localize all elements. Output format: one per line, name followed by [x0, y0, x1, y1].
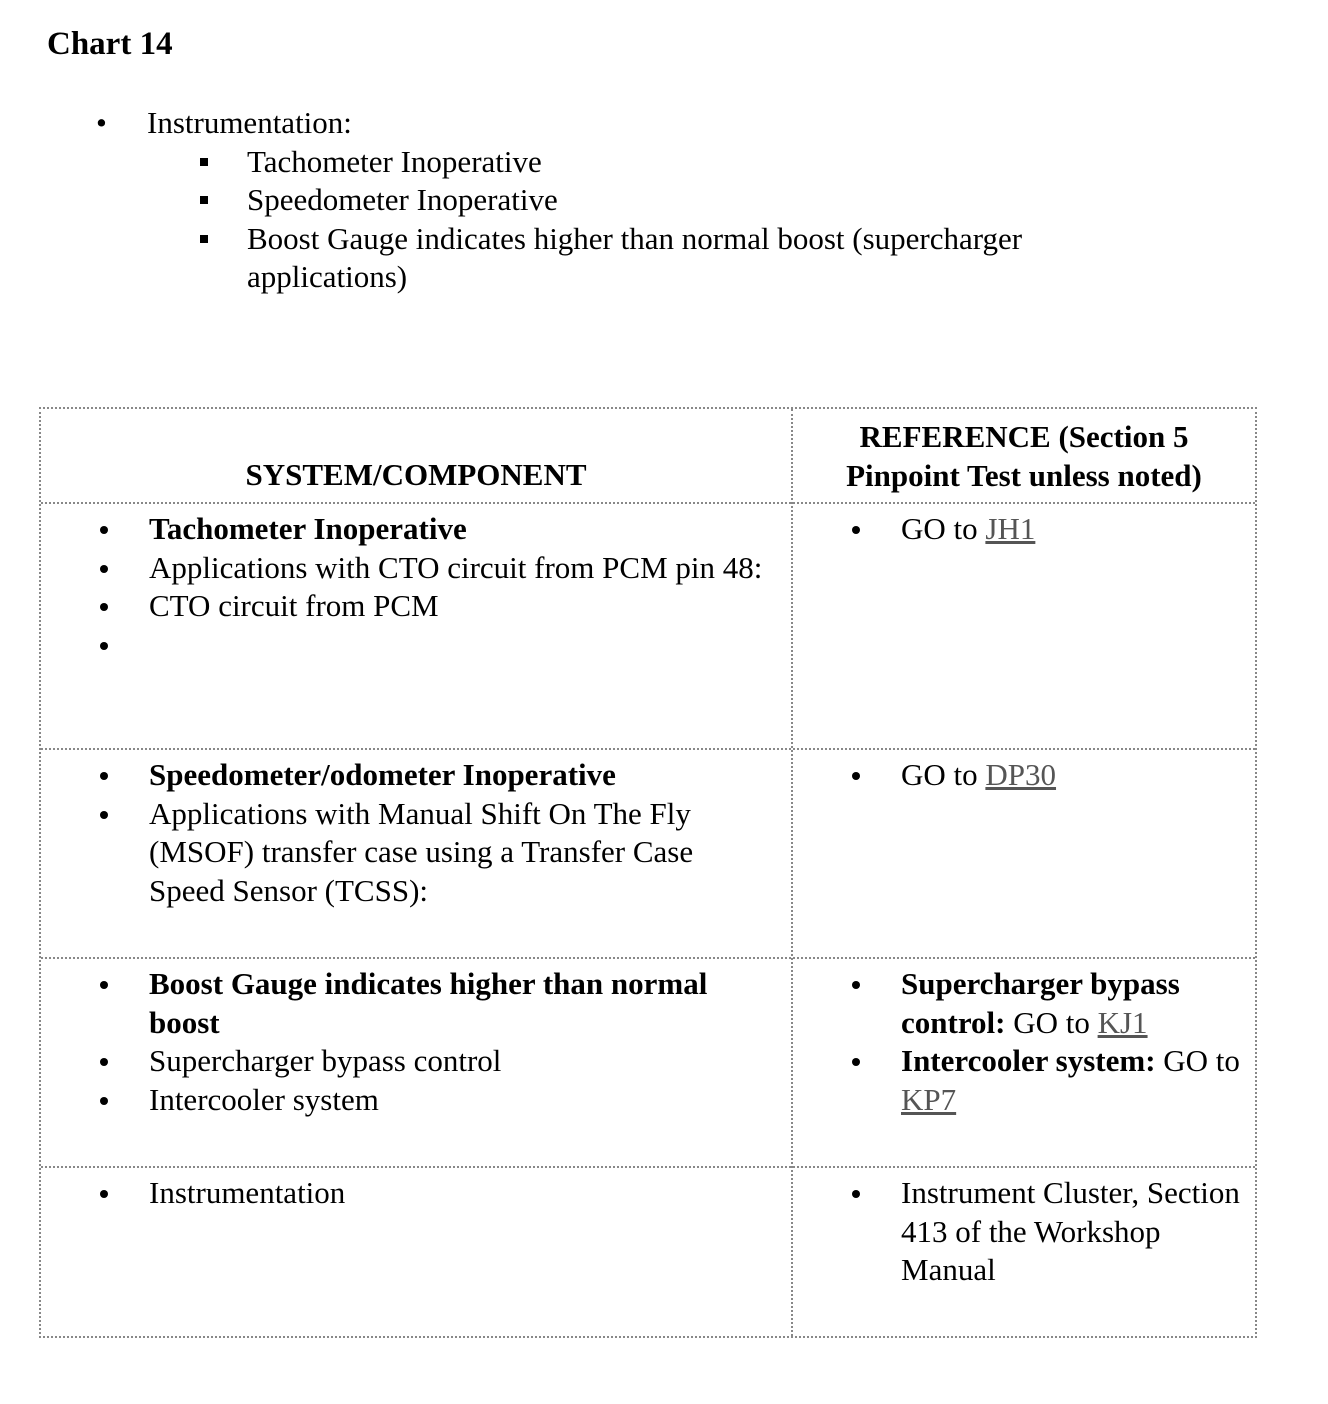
- list-item: Applications with Manual Shift On The Fly (MSOF) transfer case using a Transfer Case Speed Sensor (TCSS):: [41, 795, 771, 911]
- bullet-icon: [100, 603, 108, 611]
- list-item: Supercharger bypass control: [41, 1042, 771, 1081]
- list-item: Applications with CTO circuit from PCM pin 48:: [41, 549, 771, 588]
- header-system-component: SYSTEM/COMPONENT: [245, 457, 587, 492]
- bullet-icon: [852, 981, 860, 989]
- list-item: CTO circuit from PCM: [41, 587, 771, 626]
- header-reference-cell: [793, 409, 1255, 502]
- table-row: [41, 502, 1255, 748]
- list-item: Tachometer Inoperative: [41, 510, 771, 549]
- bullet-icon: [100, 565, 108, 573]
- component-cell: [41, 750, 791, 957]
- list-item: GO to JH1: [793, 510, 1248, 549]
- bullet-icon: [100, 1097, 108, 1105]
- bullet-icon: [100, 772, 108, 780]
- component-cell: [41, 504, 791, 748]
- list-item: Instrument Cluster, Section 413 of the Workshop Manual: [793, 1174, 1248, 1290]
- chart-title: Chart 14: [47, 26, 173, 62]
- reference-cell: [793, 504, 1255, 748]
- table-header-row: [41, 409, 1255, 502]
- square-bullet-icon: [200, 196, 208, 204]
- reference-link-kp7[interactable]: KP7: [901, 1081, 957, 1117]
- reference-link-dp30[interactable]: DP30: [985, 757, 1057, 792]
- bullet-icon: [852, 772, 860, 780]
- reference-link-jh1[interactable]: JH1: [985, 511, 1036, 546]
- diagnostic-table: [39, 407, 1257, 1338]
- bullet-icon: [852, 1058, 860, 1066]
- bullet-icon: [100, 1190, 108, 1198]
- list-item: Speedometer Inoperative: [0, 181, 1127, 220]
- component-cell: [41, 959, 791, 1166]
- square-bullet-icon: [200, 235, 208, 243]
- bullet-icon: [100, 811, 108, 819]
- list-item: [41, 626, 771, 665]
- reference-link-kj1[interactable]: KJ1: [1097, 1004, 1148, 1040]
- list-item: Intercooler system: [41, 1081, 771, 1120]
- list-item: Supercharger bypass control: GO to KJ1: [793, 965, 1248, 1042]
- reference-cell: [793, 959, 1255, 1166]
- header-reference: REFERENCE (Section 5 Pinpoint Test unless noted): [846, 419, 1202, 493]
- bullet-icon: [100, 526, 108, 534]
- list-item: Speedometer/odometer Inoperative: [41, 756, 771, 795]
- bullet-icon: [100, 642, 108, 650]
- table-row: [41, 1166, 1255, 1338]
- bullet-icon: [852, 1190, 860, 1198]
- list-item: Tachometer Inoperative: [0, 143, 1127, 182]
- table-row: [41, 957, 1255, 1166]
- symptom-list: [0, 143, 1328, 297]
- table-row: [41, 748, 1255, 957]
- list-item: Instrumentation: [41, 1174, 771, 1213]
- list-item: Boost Gauge indicates higher than normal boost: [41, 965, 771, 1042]
- list-item: Boost Gauge indicates higher than normal boost (supercharger applications): [0, 220, 1127, 297]
- square-bullet-icon: [200, 158, 208, 166]
- intro-label: Instrumentation:: [147, 105, 352, 140]
- reference-cell: [793, 750, 1255, 957]
- component-cell: [41, 1168, 791, 1338]
- reference-cell: [793, 1168, 1255, 1338]
- bullet-icon: [100, 1058, 108, 1066]
- bullet-icon: •: [96, 105, 107, 140]
- list-item: Intercooler system: GO to KP7: [793, 1042, 1248, 1119]
- bullet-icon: [100, 981, 108, 989]
- bullet-icon: [852, 526, 860, 534]
- list-item: GO to DP30: [793, 756, 1248, 795]
